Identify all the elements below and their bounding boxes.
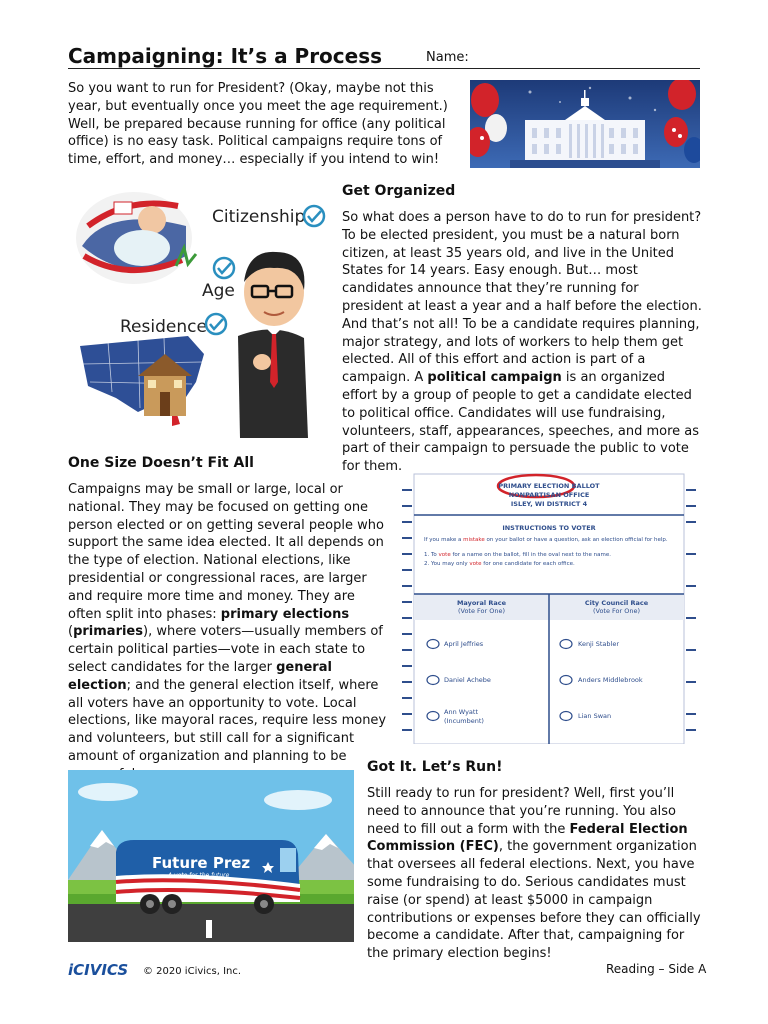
race-council-title: City Council Race — [584, 599, 649, 607]
name-label: Name: — [426, 50, 469, 65]
race-council-sub: (Vote For One) — [592, 607, 641, 615]
get-organized-text-1: So what does a person have to do to run for president? To be elected president, you must be a natural born citizen, at least 35 years old, and live in the United States for 14 years. Easy enough. But… most candidates announce that they’re running for president at least a year and a half before the election. And that’s not all! To be a candidate requires planning, major strategy, and lots of workers to help them get elected. All of this effort and action is part of a campaign. A — [342, 210, 702, 386]
ballot-header-3: ISLEY, WI DISTRICT 4 — [510, 500, 588, 508]
copyright: © 2020 iCivics, Inc. — [143, 966, 242, 977]
ballot-instructions-intro: If you make a mistake on your ballot or have a question, ask an election official for help. — [424, 537, 668, 543]
intro-paragraph: So you want to run for President? (Okay, maybe not this year, but eventually once you meet the age requirement.) Well, be prepared because running for office (any political office) is no easy task. Political campaigns require tons of time, effort, and money… especially if you intend to win! — [68, 81, 448, 168]
candidate-anders[interactable]: Anders Middlebrook — [578, 676, 643, 684]
ballot-image — [398, 470, 700, 744]
one-size-text-2: ( — [68, 624, 74, 640]
white-house-image — [470, 80, 700, 168]
label-citizenship: Citizenship — [212, 207, 306, 227]
candidate-kenji[interactable]: Kenji Stabler — [578, 640, 619, 648]
lets-run-text-1: Still ready to run for president? Well, first you’ll need to announce that you’re running. You also need to fill out a form with the — [367, 786, 676, 837]
term-general-election: general election — [68, 659, 332, 693]
one-size-text-3: ), where voters—usually members of certain political parties—vote in each state to select candidates for the larger — [68, 624, 383, 675]
one-size-text-1: Campaigns may be small or large, local or national. They may be focused on getting one person elected or on getting several people who support the same idea elected. It all depends on the type of election. National elections, like presidential or congressional races, are larger and require more time and money. They are often split into phases: — [68, 482, 384, 622]
race-mayoral-title: Mayoral Race — [456, 599, 507, 607]
candidate-lian[interactable]: Lian Swan — [578, 712, 612, 720]
heading-get-organized: Get Organized — [342, 183, 456, 199]
get-organized-text-2: is an organized effort by a group of people to get a candidate elected to political office. Candidates will use fundraising, volunteers, staff, appearances, speeches, and more as part of their campaign to persuade the public to vote for them. — [342, 370, 700, 475]
candidate-april[interactable]: April Jeffries — [444, 640, 484, 648]
ballot-header-1: PRIMARY ELECTION BALLOT — [498, 482, 600, 490]
ballot-instruction-2: 2. You may only vote for one candidate for each office. — [424, 561, 575, 567]
label-age: Age — [202, 281, 235, 301]
term-political-campaign: political campaign — [427, 370, 562, 386]
bus-title: Future Prez — [152, 854, 251, 872]
get-organized-paragraph — [342, 209, 702, 476]
ballot-header-2: NONPARTISAN OFFICE — [508, 491, 590, 499]
heading-one-size: One Size Doesn’t Fit All — [68, 455, 254, 471]
bus-slogan: A vote for the future — [168, 872, 230, 879]
campaign-bus-image — [68, 770, 354, 942]
heading-lets-run: Got It. Let’s Run! — [367, 759, 503, 775]
term-primary-elections: primary elections — [220, 606, 350, 622]
ballot-instructions-title: INSTRUCTIONS TO VOTER — [502, 524, 596, 532]
lets-run-text-2: , the government organization that oversees all federal elections. Next, you have some fundraising to do. Serious candidates must raise (or spend) at least $5000 in campaign contributions or expenses before they can officially become a candidate. After that, campaigning for the primary election begins! — [367, 839, 701, 962]
term-fec: Federal Election Commission (FEC) — [367, 821, 688, 855]
label-residence: Residence — [120, 317, 207, 337]
requirements-illustration — [68, 186, 328, 446]
candidate-ann[interactable]: Ann Wyatt (Incumbent) — [444, 708, 484, 725]
race-mayoral-sub: (Vote For One) — [457, 607, 506, 615]
title-rule — [68, 68, 700, 69]
term-primaries: primaries — [73, 624, 143, 640]
one-size-text-4: ; and the general election itself, where all voters have an opportunity to vote. Local elections, like mayoral races, require less money and volunteers, but still call for a significant amount of organization and planning to be — [68, 677, 387, 764]
icivics-logo: iCIVICS — [68, 961, 129, 979]
one-size-paragraph — [68, 481, 388, 784]
ballot-instruction-1: 1. To vote for a name on the ballot, fill in the oval next to the name. — [424, 552, 611, 558]
page-title: Campaigning: It’s a Process — [68, 44, 383, 68]
candidate-daniel[interactable]: Daniel Achebe — [444, 676, 491, 684]
lets-run-paragraph — [367, 785, 703, 963]
page-side-label: Reading – Side A — [606, 962, 707, 976]
